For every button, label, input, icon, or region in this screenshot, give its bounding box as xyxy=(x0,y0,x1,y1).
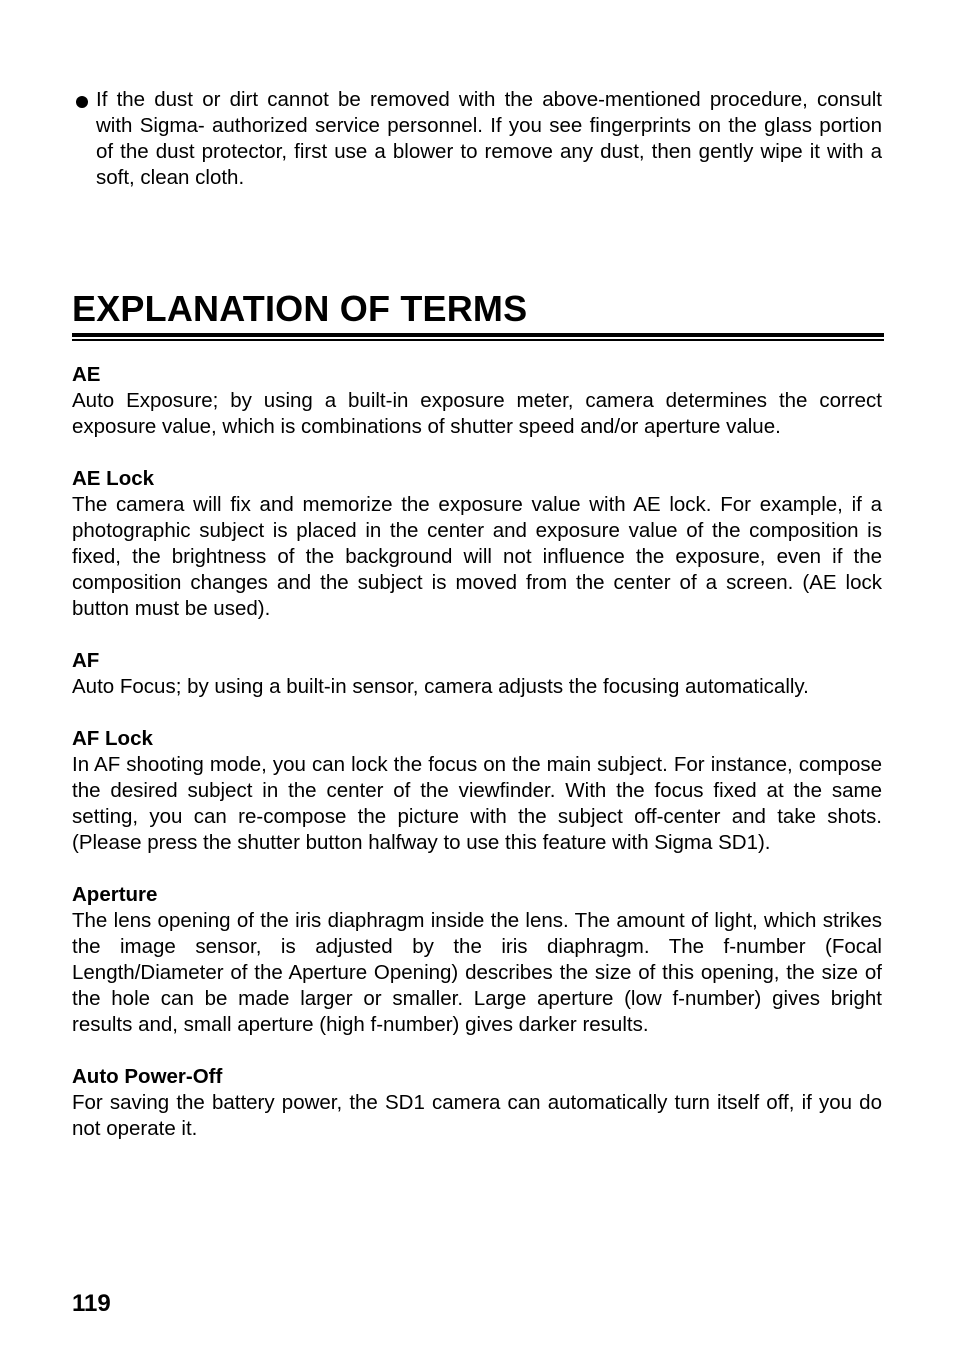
term-definition: Auto Focus; by using a built-in sensor, camera adjusts the focusing automatically. xyxy=(72,675,809,698)
term-af-lock xyxy=(72,726,882,856)
term-ae-lock xyxy=(72,466,882,622)
term-name: Auto Power-Off xyxy=(72,1065,223,1088)
term-name: AE Lock xyxy=(72,467,155,490)
term-definition: Auto Exposure; by using a built-in exposure meter, camera determines the correct exposure value, which is combinations of shutter speed and/or aperture value. xyxy=(72,389,882,438)
term-definition: The camera will fix and memorize the exposure value with AE lock. For example, if a photographic subject is placed in the center and exposure value of the composition is fixed, the brightness of the background will not influence the exposure, even if the composition changes and the subject is moved from the center of a screen. (AE lock button must be used). xyxy=(72,493,882,620)
term-aperture xyxy=(72,882,882,1038)
term-definition: In AF shooting mode, you can lock the focus on the main subject. For instance, compose the desired subject in the center of the viewfinder. With the focus fixed at the same setting, you can re-compose the picture with the subject off-center and take shots. (Please press the shutter button halfway to use this feature with Sigma SD1). xyxy=(72,753,882,854)
page-number: 119 xyxy=(72,1290,111,1317)
section-title: EXPLANATION OF TERMS xyxy=(72,288,528,329)
term-definition: The lens opening of the iris diaphragm inside the lens. The amount of light, which strikes the image sensor, is adjusted by the iris diaphragm. The f-number (Focal Length/Diameter of the Aperture Opening) describes the size of this opening, the size of the hole can be made larger or smaller. Large aperture (low f-number) gives bright results and, small aperture (high f-number) gives darker results. xyxy=(72,909,882,1036)
term-ae xyxy=(72,362,882,440)
title-rule-thick xyxy=(72,333,884,337)
intro-bullet-text: If the dust or dirt cannot be removed with the above-mentioned procedure, consult with Sigma- authorized service personnel. If you see fingerprints on the glass portion of the dust protector, first use a blower to remove any dust, then gently wipe it with a soft, clean cloth. xyxy=(96,88,882,189)
intro-bullet-item xyxy=(72,87,882,191)
bullet-dot-icon xyxy=(76,96,88,108)
term-name: AF Lock xyxy=(72,727,153,750)
term-name: AE xyxy=(72,363,101,386)
terms-list xyxy=(72,362,882,1168)
term-name: Aperture xyxy=(72,883,158,906)
term-name: AF xyxy=(72,649,100,672)
term-af xyxy=(72,648,882,700)
term-definition: For saving the battery power, the SD1 camera can automatically turn itself off, if you do not operate it. xyxy=(72,1091,882,1140)
term-auto-power-off xyxy=(72,1064,882,1142)
title-rule-thin xyxy=(72,339,884,341)
